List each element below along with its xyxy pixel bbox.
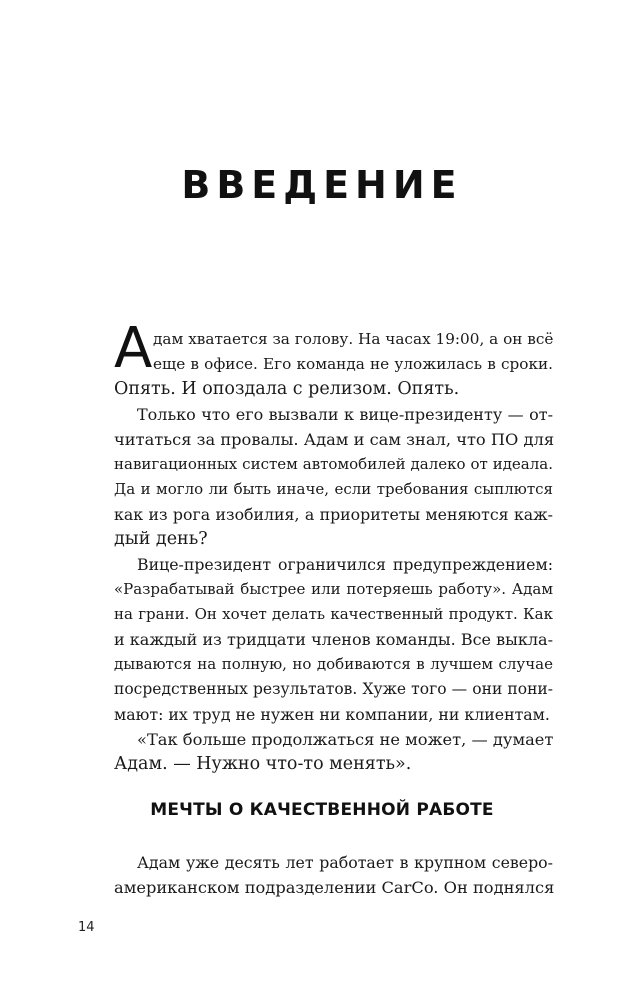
paragraph [114, 552, 553, 727]
text-line: Опять. И опоздала с релизом. Опять. [114, 379, 460, 399]
text-line: «Так больше продолжаться не может, — думает [137, 730, 554, 749]
text-line: Адам. — Нужно что-то менять». [114, 754, 412, 774]
chapter-title: ВВЕДЕНИЕ [181, 163, 463, 207]
page-number: 14 [78, 920, 95, 935]
text-line: дый день? [114, 529, 208, 549]
text-line: американском подразделении CarCo. Он поднялся [114, 878, 555, 897]
intro-paragraph [114, 316, 554, 402]
text-line: Вице-президент ограничился предупреждением: [137, 555, 553, 574]
section-heading: МЕЧТЫ О КАЧЕСТВЕННОЙ РАБОТЕ [150, 800, 494, 820]
text-line: Адам уже десять лет работает в крупном северо- [137, 853, 553, 872]
text-line: дам хватается за голову. На часах 19:00, а он всё [153, 330, 554, 348]
drop-cap: А [114, 316, 153, 381]
text-line: читаться за провалы. Адам и сам знал, что ПО для [114, 430, 555, 449]
text-line: и каждый из тридцати членов команды. Все выкла- [114, 630, 553, 649]
text-line: посредственных результатов. Хуже того — они пони- [114, 680, 553, 698]
text-line: Да и могло ли быть иначе, если требования сыплются [114, 480, 553, 498]
text-line: Только что его вызвали к вице-президенту — от- [137, 405, 553, 424]
text-line: дываются на полную, но добиваются в лучшем случае [114, 655, 553, 673]
text-line: мают: их труд не нужен ни компании, ни клиентам. [114, 705, 550, 724]
paragraph [114, 850, 553, 900]
text-line: на грани. Он хочет делать качественный продукт. Как [114, 605, 553, 623]
text-line: навигационных систем автомобилей далеко от идеала. [114, 455, 553, 473]
text-line: как из рога изобилия, а приоритеты меняются каж- [114, 505, 553, 524]
paragraph [114, 727, 553, 777]
paragraph [114, 402, 553, 552]
text-line: еще в офисе. Его команда не уложилась в сроки. [153, 355, 553, 373]
text-line: «Разрабатывай быстрее или потеряешь работу». Адам [114, 580, 553, 598]
